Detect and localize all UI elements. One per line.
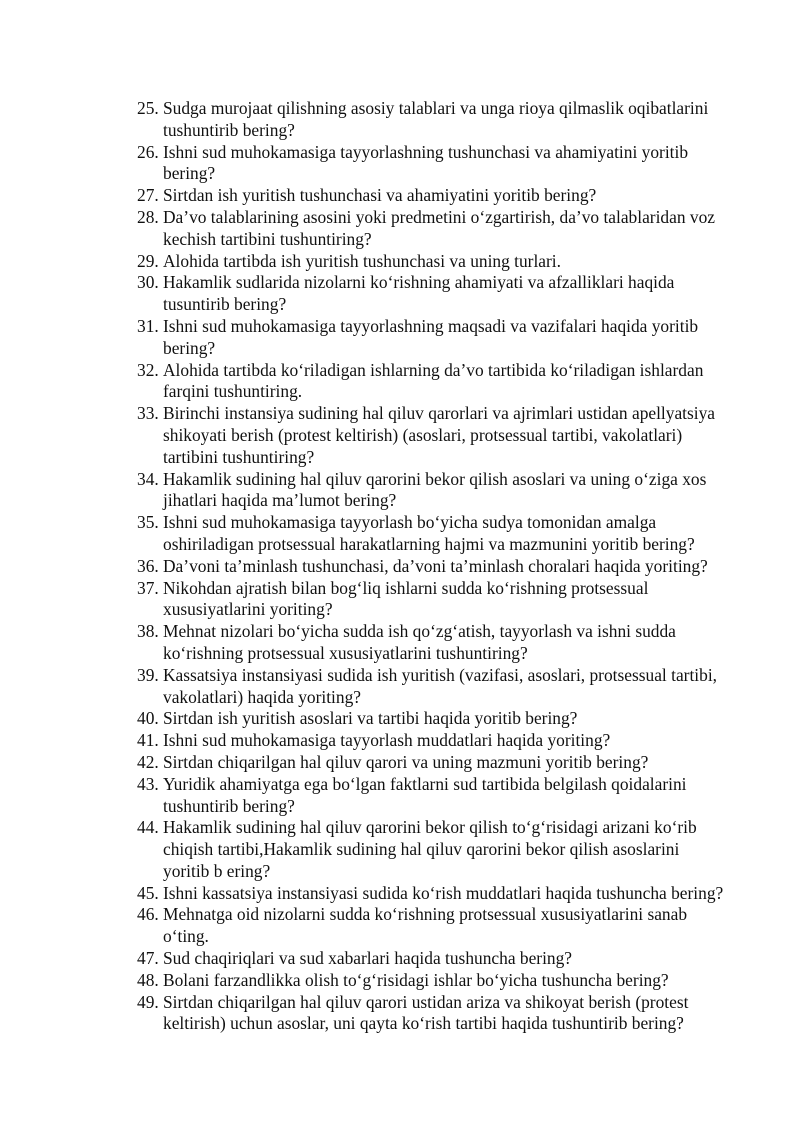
question-text-line: bering? <box>163 163 216 184</box>
question-text-line: Sirtdan chiqarilgan hal qiluv qarori ustidan ariza va shikoyat berish (protest <box>163 991 689 1012</box>
question-text-line: Bolani farzandlikka olish to‘g‘risidagi ishlar bo‘yicha tushuncha bering? <box>163 969 669 990</box>
question-number: 34. <box>137 468 159 489</box>
question-text-line: Sudga murojaat qilishning asosiy talablari va unga rioya qilmaslik oqibatlarini <box>163 98 709 118</box>
question-text-line: Ishni sud muhokamasiga tayyorlashning tushunchasi va ahamiyatini yoritib <box>163 141 689 162</box>
question-number: 28. <box>137 206 159 227</box>
question-item <box>137 752 777 774</box>
question-item <box>137 578 777 622</box>
question-number: 45. <box>137 882 159 903</box>
question-item <box>137 904 777 948</box>
question-number: 38. <box>137 621 159 642</box>
question-number: 25. <box>137 98 159 118</box>
question-item <box>137 207 777 251</box>
question-item <box>137 556 777 578</box>
question-text-line: bering? <box>163 337 216 358</box>
question-text-line: Da’vo talablarining asosini yoki predmetini o‘zgartirish, da’vo talablaridan voz <box>163 206 715 227</box>
question-item <box>137 730 777 752</box>
question-text-line: tushuntirib bering? <box>163 795 295 816</box>
question-number: 42. <box>137 751 159 772</box>
question-text-line: tartibini tushuntiring? <box>163 446 315 467</box>
question-text-line: Sirtdan chiqarilgan hal qiluv qarori va uning mazmuni yoritib bering? <box>163 751 649 772</box>
question-number: 46. <box>137 904 159 925</box>
question-text-line: Ishni sud muhokamasiga tayyorlash muddatlari haqida yoriting? <box>163 730 611 751</box>
question-item <box>137 708 777 730</box>
question-item <box>137 883 777 905</box>
question-text-line: shikoyati berish (protest keltirish) (asoslari, protsessual tartibi, vakolatlari) <box>163 424 683 445</box>
question-text-line: Ishni sud muhokamasiga tayyorlashning maqsadi va vazifalari haqida yoritib <box>163 315 699 336</box>
question-text-line: Hakamlik sudlarida nizolarni ko‘rishning ahamiyati va afzalliklari haqida <box>163 272 675 293</box>
question-item <box>137 512 777 556</box>
question-text-line: Yuridik ahamiyatga ega bo‘lgan faktlarni sud tartibida belgilash qoidalarini <box>163 773 687 794</box>
question-text-line: Sirtdan ish yuritish tushunchasi va ahamiyatini yoritib bering? <box>163 185 597 206</box>
question-item <box>137 469 777 513</box>
question-text-line: Sud chaqiriqlari va sud xabarlari haqida tushuncha bering? <box>163 948 573 969</box>
question-text-line: Birinchi instansiya sudining hal qiluv qarorlari va ajrimlari ustidan apellyatsiya <box>163 403 716 424</box>
question-number: 33. <box>137 403 159 424</box>
question-text-line: o‘ting. <box>163 926 209 947</box>
question-number: 37. <box>137 577 159 598</box>
question-text-line: chiqish tartibi,Hakamlik sudining hal qiluv qarorini bekor qilish asoslarini <box>163 839 680 860</box>
question-item <box>137 272 777 316</box>
question-text-line: Kassatsiya instansiyasi sudida ish yuritish (vazifasi, asoslari, protsessual tartibi, <box>163 664 717 685</box>
question-item <box>137 142 777 186</box>
question-number: 26. <box>137 141 159 162</box>
question-item <box>137 316 777 360</box>
question-text-line: Alohida tartibda ko‘riladigan ishlarning da’vo tartibida ko‘riladigan ishlardan <box>163 359 704 380</box>
question-number: 31. <box>137 315 159 336</box>
question-number: 29. <box>137 250 159 271</box>
question-text-line: Ishni kassatsiya instansiyasi sudida ko‘rish muddatlari haqida tushuncha bering? <box>163 882 724 903</box>
question-list <box>137 98 777 1035</box>
question-number: 36. <box>137 555 159 576</box>
question-item <box>137 948 777 970</box>
question-item <box>137 360 777 404</box>
question-number: 43. <box>137 773 159 794</box>
question-number: 39. <box>137 664 159 685</box>
question-item <box>137 185 777 207</box>
question-text-line: yoritib b ering? <box>163 860 271 881</box>
question-text-line: Mehnat nizolari bo‘yicha sudda ish qo‘zg‘atish, tayyorlash va ishni sudda <box>163 621 676 642</box>
question-number: 35. <box>137 512 159 533</box>
question-text-line: Hakamlik sudining hal qiluv qarorini bekor qilish asoslari va uning o‘ziga xos <box>163 468 707 489</box>
question-text-line: oshiriladigan protsessual harakatlarning hajmi va mazmunini yoritib bering? <box>163 533 695 554</box>
question-text-line: Ishni sud muhokamasiga tayyorlash bo‘yicha sudya tomonidan amalga <box>163 512 657 533</box>
question-text-line: vakolatlari) haqida yoriting? <box>163 686 361 707</box>
question-item <box>137 251 777 273</box>
question-number: 27. <box>137 185 159 206</box>
question-text-line: kechish tartibini tushuntiring? <box>163 228 372 249</box>
question-item <box>137 665 777 709</box>
question-number: 40. <box>137 708 159 729</box>
question-text-line: Da’voni ta’minlash tushunchasi, da’voni ta’minlash choralari haqida yoriting? <box>163 555 708 576</box>
question-text-line: Sirtdan ish yuritish asoslari va tartibi haqida yoritib bering? <box>163 708 578 729</box>
question-number: 48. <box>137 969 159 990</box>
question-number: 49. <box>137 991 159 1012</box>
question-text-line: keltirish) uchun asoslar, uni qayta ko‘rish tartibi haqida tushuntirib bering? <box>163 1013 684 1034</box>
question-text-line: tusuntirib bering? <box>163 294 287 315</box>
question-text-line: jihatlari haqida ma’lumot bering? <box>163 490 397 511</box>
question-text-line: farqini tushuntiring. <box>163 381 303 402</box>
question-number: 47. <box>137 948 159 969</box>
question-number: 44. <box>137 817 159 838</box>
question-text-line: Mehnatga oid nizolarni sudda ko‘rishning protsessual xususiyatlarini sanab <box>163 904 688 925</box>
question-text-line: Nikohdan ajratish bilan bog‘liq ishlarni sudda ko‘rishning protsessual <box>163 577 649 598</box>
question-text-line: Alohida tartibda ish yuritish tushunchasi va uning turlari. <box>163 250 561 271</box>
question-number: 41. <box>137 730 159 751</box>
question-item <box>137 970 777 992</box>
question-text-line: tushuntirib bering? <box>163 119 295 140</box>
question-item <box>137 774 777 818</box>
question-text-line: ko‘rishning protsessual xususiyatlarini tushuntiring? <box>163 642 528 663</box>
question-number: 32. <box>137 359 159 380</box>
question-item <box>137 992 777 1036</box>
question-item <box>137 817 777 882</box>
question-item <box>137 98 777 142</box>
question-text-line: Hakamlik sudining hal qiluv qarorini bekor qilish to‘g‘risidagi arizani ko‘rib <box>163 817 697 838</box>
question-item <box>137 621 777 665</box>
question-item <box>137 403 777 468</box>
question-number: 30. <box>137 272 159 293</box>
question-text-line: xususiyatlarini yoriting? <box>163 599 333 620</box>
